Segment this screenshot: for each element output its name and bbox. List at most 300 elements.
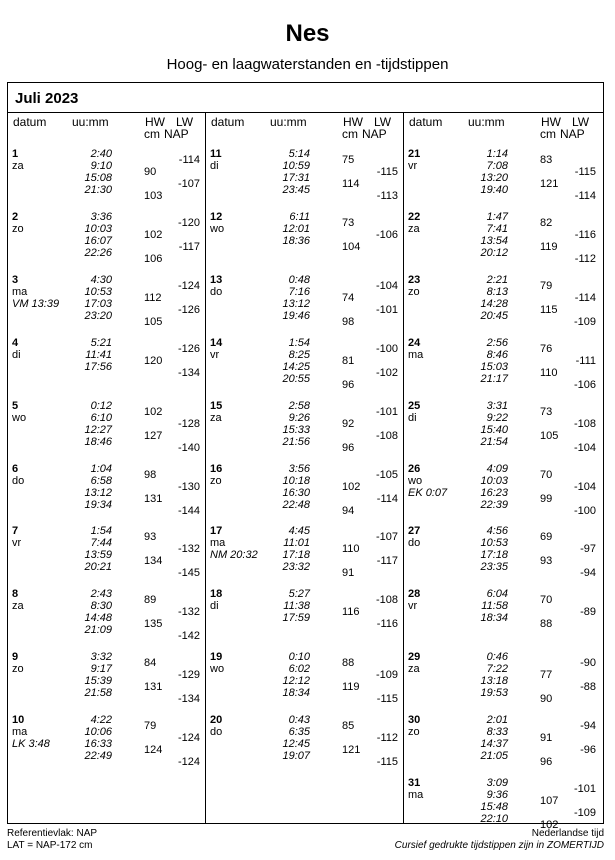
weekday: za: [210, 411, 222, 424]
tide-time: 18:36: [282, 234, 310, 247]
tide-time: 19:07: [282, 750, 310, 763]
low-water-value: -132: [177, 543, 200, 556]
day-number: 18: [210, 588, 223, 601]
high-water-value: 105: [144, 315, 163, 328]
high-water-value: 98: [144, 468, 157, 481]
low-water-value: -105: [375, 468, 398, 481]
high-water-value: 93: [540, 555, 553, 568]
day-entry: [8, 525, 205, 587]
tide-time: 6:35: [288, 726, 310, 739]
high-water-value: 90: [144, 166, 157, 178]
tide-time: 9:36: [486, 789, 508, 801]
header-nap: NAP: [362, 127, 387, 141]
tide-time: 7:22: [486, 663, 508, 676]
header-datum: datum: [13, 115, 47, 129]
high-water-value: 88: [540, 618, 553, 631]
tide-time: 6:11: [289, 210, 310, 223]
table-column-1: [8, 112, 205, 823]
low-water-value: -130: [177, 480, 200, 493]
high-water-value: 124: [144, 744, 163, 757]
low-water-value: -111: [575, 354, 596, 367]
tide-time: 10:18: [282, 474, 310, 487]
weekday: ma: [12, 285, 28, 298]
tide-time: 2:01: [486, 714, 508, 727]
weekday: vr: [12, 537, 22, 550]
tide-time: 2:43: [90, 588, 112, 601]
weekday: vr: [210, 348, 220, 361]
tide-time: 23:45: [282, 184, 310, 196]
day-entry: [404, 714, 601, 776]
summertime-note: Cursief gedrukte tijdstippen zijn in ZOMERTIJD: [394, 840, 604, 851]
header-cm: cm: [342, 127, 358, 141]
low-water-value: -109: [375, 669, 398, 682]
day-number: 7: [12, 525, 19, 538]
tide-time: 16:33: [84, 738, 112, 751]
low-water-value: -142: [177, 630, 200, 643]
low-water-value: -120: [177, 216, 200, 229]
tide-time: 9:22: [486, 411, 508, 424]
column-header: [8, 112, 205, 142]
tide-time: 21:17: [480, 372, 508, 385]
column-header: [206, 112, 403, 142]
tide-time: 23:20: [84, 309, 112, 322]
tide-time: 4:56: [486, 525, 508, 538]
tide-time: 3:56: [288, 462, 310, 475]
day-number: 20: [210, 714, 223, 727]
low-water-value: -104: [573, 480, 596, 493]
tide-time: 19:34: [84, 498, 112, 511]
low-water-value: -112: [376, 732, 398, 745]
header-datum: datum: [409, 115, 443, 129]
weekday: vr: [408, 160, 418, 172]
day-entry: [206, 148, 403, 210]
high-water-value: 89: [144, 594, 157, 607]
low-water-value: -108: [375, 594, 398, 607]
tide-time: 19:46: [282, 309, 310, 322]
weekday: di: [210, 600, 219, 613]
tide-time: 1:54: [288, 336, 310, 349]
day-number: 25: [408, 399, 421, 412]
day-entry: [404, 211, 601, 273]
tide-time: 8:30: [90, 600, 112, 613]
tide-time: 21:54: [480, 435, 508, 448]
weekday: do: [210, 285, 223, 298]
low-water-value: -102: [375, 366, 398, 379]
low-water-value: -107: [375, 531, 398, 544]
tide-time: 23:35: [480, 561, 508, 574]
high-water-value: 120: [144, 354, 163, 367]
tide-time: 16:07: [84, 234, 112, 247]
low-water-value: -115: [574, 166, 596, 178]
low-water-value: -113: [376, 190, 398, 202]
low-water-value: -126: [177, 342, 200, 355]
tide-time: 15:39: [84, 675, 112, 688]
day-number: 5: [12, 399, 19, 412]
high-water-value: 91: [342, 567, 355, 580]
weekday: do: [408, 537, 421, 550]
low-water-value: -115: [376, 166, 398, 178]
tide-time: 11:41: [85, 348, 112, 361]
tide-time: 6:10: [90, 411, 112, 424]
low-water-value: -88: [580, 681, 596, 694]
tide-time: 6:02: [288, 663, 310, 676]
tide-time: 7:44: [90, 537, 112, 550]
day-number: 11: [210, 148, 222, 160]
day-entry: [206, 400, 403, 462]
high-water-value: 85: [342, 720, 355, 733]
high-water-value: 115: [540, 303, 558, 316]
weekday: zo: [12, 222, 24, 235]
high-water-value: 105: [540, 429, 559, 442]
tide-time: 1:04: [90, 462, 112, 475]
high-water-value: 70: [540, 594, 553, 607]
day-number: 21: [408, 148, 421, 160]
tide-time: 8:25: [288, 348, 310, 361]
tide-time: 4:09: [486, 462, 508, 475]
low-water-value: -126: [177, 303, 200, 316]
tide-time: 20:45: [480, 309, 508, 322]
lat-note: LAT = NAP-172 cm: [7, 840, 93, 851]
header-hw: HW: [145, 115, 165, 129]
low-water-value: -90: [580, 657, 596, 670]
header-hw: HW: [343, 115, 363, 129]
low-water-value: -114: [178, 154, 200, 166]
day-entry: [404, 274, 601, 336]
high-water-value: 102: [540, 819, 559, 831]
tide-time: 10:03: [84, 222, 112, 235]
low-water-value: -108: [573, 417, 596, 430]
tide-time: 11:58: [481, 600, 508, 613]
high-water-value: 84: [144, 657, 157, 670]
low-water-value: -106: [375, 228, 398, 241]
tide-time: 9:10: [90, 160, 112, 172]
day-entry: [404, 525, 601, 587]
tide-time: 9:17: [90, 663, 112, 676]
day-number: 28: [408, 588, 421, 601]
day-entry: [404, 148, 601, 210]
high-water-value: 102: [342, 480, 361, 493]
day-number: 24: [408, 336, 421, 349]
high-water-value: 110: [540, 366, 558, 379]
tide-time: 9:26: [288, 411, 310, 424]
day-number: 16: [210, 462, 223, 475]
day-number: 26: [408, 462, 421, 475]
moon-phase: VM 13:39: [12, 297, 60, 310]
tide-time: 22:49: [84, 750, 112, 763]
tide-time: 3:09: [486, 777, 508, 789]
header-datum: datum: [211, 115, 245, 129]
tide-time: 14:25: [282, 360, 310, 373]
low-water-value: -108: [375, 429, 398, 442]
day-number: 6: [12, 462, 19, 475]
high-water-value: 119: [342, 681, 360, 694]
day-entry: [8, 714, 205, 776]
weekday: za: [408, 222, 420, 235]
low-water-value: -109: [573, 315, 596, 328]
tide-time: 13:59: [84, 549, 112, 562]
high-water-value: 135: [144, 618, 163, 631]
weekday: vr: [408, 600, 418, 613]
high-water-value: 116: [342, 606, 360, 619]
day-entry: [206, 714, 403, 776]
low-water-value: -101: [573, 783, 596, 795]
tide-time: 13:12: [84, 486, 112, 499]
tide-time: 6:04: [486, 588, 508, 601]
day-number: 1: [12, 148, 19, 160]
weekday: zo: [12, 663, 24, 676]
weekday: ma: [12, 726, 28, 739]
high-water-value: 70: [540, 468, 553, 481]
low-water-value: -124: [177, 756, 200, 769]
high-water-value: 90: [540, 693, 553, 706]
high-water-value: 106: [144, 252, 163, 265]
tide-time: 10:53: [84, 285, 112, 298]
tide-time: 19:53: [480, 687, 508, 700]
low-water-value: -128: [177, 417, 200, 430]
day-number: 30: [408, 714, 421, 727]
low-water-value: -94: [580, 567, 596, 580]
weekday: ma: [408, 789, 424, 801]
tide-time: 8:13: [486, 285, 508, 298]
tide-time: 10:59: [282, 160, 310, 172]
low-water-value: -129: [177, 669, 200, 682]
tide-time: 11:01: [283, 537, 310, 550]
high-water-value: 82: [540, 216, 553, 229]
high-water-value: 83: [540, 154, 553, 166]
high-water-value: 88: [342, 657, 355, 670]
header-nap: NAP: [164, 127, 189, 141]
tide-time: 0:48: [288, 273, 310, 286]
tide-time: 22:39: [480, 498, 508, 511]
low-water-value: -100: [375, 342, 398, 355]
day-entry: [404, 463, 601, 525]
high-water-value: 131: [144, 681, 163, 694]
tide-time: 15:08: [84, 172, 112, 184]
tide-time: 15:40: [480, 423, 508, 436]
tide-time: 2:56: [486, 336, 508, 349]
day-number: 12: [210, 210, 223, 223]
day-entry: [206, 651, 403, 713]
header-time: uu:mm: [72, 115, 109, 129]
tide-time: 0:46: [486, 651, 508, 664]
tide-time: 10:06: [84, 726, 112, 739]
weekday: zo: [408, 285, 420, 298]
day-entry: [8, 337, 205, 399]
day-number: 15: [210, 399, 223, 412]
low-water-value: -116: [376, 618, 398, 631]
low-water-value: -115: [376, 693, 398, 706]
low-water-value: -97: [580, 543, 596, 556]
day-entry: [404, 400, 601, 462]
day-entry: [206, 525, 403, 587]
reference-level: Referentievlak: NAP: [7, 828, 98, 839]
column-header: [404, 112, 601, 142]
page-subtitle: Hoog- en laagwaterstanden en -tijdstippen: [166, 56, 449, 73]
weekday: za: [408, 663, 420, 676]
weekday: ma: [210, 537, 226, 550]
tide-time: 20:21: [84, 561, 112, 574]
high-water-value: 91: [540, 732, 553, 745]
tide-time: 2:40: [90, 148, 112, 160]
tide-time: 5:27: [288, 588, 310, 601]
tide-time: 17:18: [282, 549, 310, 562]
low-water-value: -114: [574, 291, 596, 304]
day-entry: [8, 148, 205, 210]
high-water-value: 127: [144, 429, 163, 442]
tide-time: 0:10: [288, 651, 310, 664]
tide-time: 15:33: [282, 423, 310, 436]
tide-time: 10:53: [480, 537, 508, 550]
table-column-2: [206, 112, 403, 823]
high-water-value: 98: [342, 315, 355, 328]
day-number: 2: [12, 210, 19, 223]
header-nap: NAP: [560, 127, 585, 141]
low-water-value: -117: [178, 240, 200, 253]
low-water-value: -104: [375, 279, 398, 292]
tide-table: [7, 82, 604, 831]
high-water-value: 79: [540, 279, 553, 292]
header-lw: LW: [176, 115, 194, 129]
day-number: 27: [408, 525, 421, 538]
low-water-value: -124: [177, 732, 200, 745]
tide-time: 6:58: [90, 474, 112, 487]
low-water-value: -140: [177, 441, 200, 454]
table-column-3: [404, 112, 601, 831]
high-water-value: 74: [342, 291, 355, 304]
tide-time: 1:47: [486, 210, 508, 223]
tide-time: 5:21: [90, 336, 112, 349]
tide-time: 17:03: [84, 297, 112, 310]
low-water-value: -124: [177, 279, 200, 292]
low-water-value: -117: [376, 555, 398, 568]
high-water-value: 75: [342, 154, 355, 166]
weekday: wo: [408, 474, 423, 487]
high-water-value: 96: [342, 378, 355, 391]
day-number: 17: [210, 525, 223, 538]
low-water-value: -100: [573, 504, 596, 517]
tide-time: 12:12: [282, 675, 310, 688]
header-lw: LW: [374, 115, 392, 129]
tide-time: 13:20: [480, 172, 508, 184]
tide-time: 7:16: [288, 285, 310, 298]
low-water-value: -101: [375, 303, 398, 316]
tide-time: 17:31: [282, 172, 310, 184]
high-water-value: 73: [342, 216, 355, 229]
tide-time: 3:32: [90, 651, 112, 664]
high-water-value: 79: [144, 720, 157, 733]
moon-phase: NM 20:32: [210, 549, 258, 562]
day-entry: [8, 211, 205, 273]
weekday: za: [12, 600, 24, 613]
tide-time: 21:09: [84, 624, 112, 637]
low-water-value: -114: [376, 492, 398, 505]
tide-time: 2:21: [486, 273, 508, 286]
day-entry: [206, 337, 403, 399]
header-hw: HW: [541, 115, 561, 129]
day-entry: [206, 588, 403, 650]
weekday: ma: [408, 348, 424, 361]
day-number: 14: [210, 336, 223, 349]
low-water-value: -96: [580, 744, 596, 757]
day-entry: [8, 400, 205, 462]
tide-time: 22:26: [84, 246, 112, 259]
tide-time: 0:43: [288, 714, 310, 727]
high-water-value: 121: [540, 178, 559, 190]
high-water-value: 114: [342, 178, 360, 190]
weekday: zo: [408, 726, 420, 739]
high-water-value: 134: [144, 555, 163, 568]
tide-time: 16:23: [480, 486, 508, 499]
day-entry: [206, 274, 403, 336]
tide-time: 4:22: [90, 714, 112, 727]
day-number: 23: [408, 273, 421, 286]
low-water-value: -89: [580, 606, 596, 619]
tide-time: 21:30: [84, 184, 112, 196]
tide-time: 15:48: [480, 801, 508, 813]
tide-time: 1:54: [90, 525, 112, 538]
header-cm: cm: [144, 127, 160, 141]
low-water-value: -132: [177, 606, 200, 619]
low-water-value: -101: [375, 405, 398, 418]
day-entry: [8, 651, 205, 713]
high-water-value: 94: [342, 504, 355, 517]
high-water-value: 131: [144, 492, 163, 505]
weekday: di: [210, 160, 219, 172]
day-number: 29: [408, 651, 421, 664]
page-title: Nes: [285, 20, 330, 47]
low-water-value: -109: [573, 807, 596, 819]
low-water-value: -106: [573, 378, 596, 391]
tide-time: 3:31: [486, 399, 508, 412]
tide-time: 17:59: [282, 612, 310, 625]
high-water-value: 96: [342, 441, 355, 454]
tide-time: 11:38: [283, 600, 310, 613]
tide-time: 3:36: [90, 210, 112, 223]
low-water-value: -114: [574, 190, 596, 202]
tide-time: 13:18: [480, 675, 508, 688]
tide-time: 12:27: [84, 423, 112, 436]
day-number: 31: [408, 777, 421, 789]
tide-time: 1:14: [486, 148, 508, 160]
high-water-value: 99: [540, 492, 553, 505]
tide-time: 18:46: [84, 435, 112, 448]
tide-time: 12:01: [282, 222, 310, 235]
tide-time: 18:34: [282, 687, 310, 700]
header-lw: LW: [572, 115, 590, 129]
high-water-value: 93: [144, 531, 157, 544]
day-entry: [404, 651, 601, 713]
high-water-value: 77: [540, 669, 553, 682]
tide-time: 16:30: [282, 486, 310, 499]
tide-time: 22:10: [480, 813, 508, 825]
tide-time: 7:41: [486, 222, 508, 235]
moon-phase: LK 3:48: [12, 738, 50, 751]
tide-time: 15:03: [480, 360, 508, 373]
tide-time: 2:58: [288, 399, 310, 412]
weekday: do: [12, 474, 25, 487]
day-number: 22: [408, 210, 421, 223]
low-water-value: -115: [376, 756, 398, 769]
tide-time: 4:30: [90, 273, 112, 286]
high-water-value: 107: [540, 795, 559, 807]
low-water-value: -112: [574, 252, 596, 265]
weekday: zo: [210, 474, 222, 487]
tide-time: 21:58: [84, 687, 112, 700]
header-time: uu:mm: [270, 115, 307, 129]
low-water-value: -107: [177, 178, 200, 190]
day-entry: [8, 463, 205, 525]
tide-time: 14:48: [84, 612, 112, 625]
